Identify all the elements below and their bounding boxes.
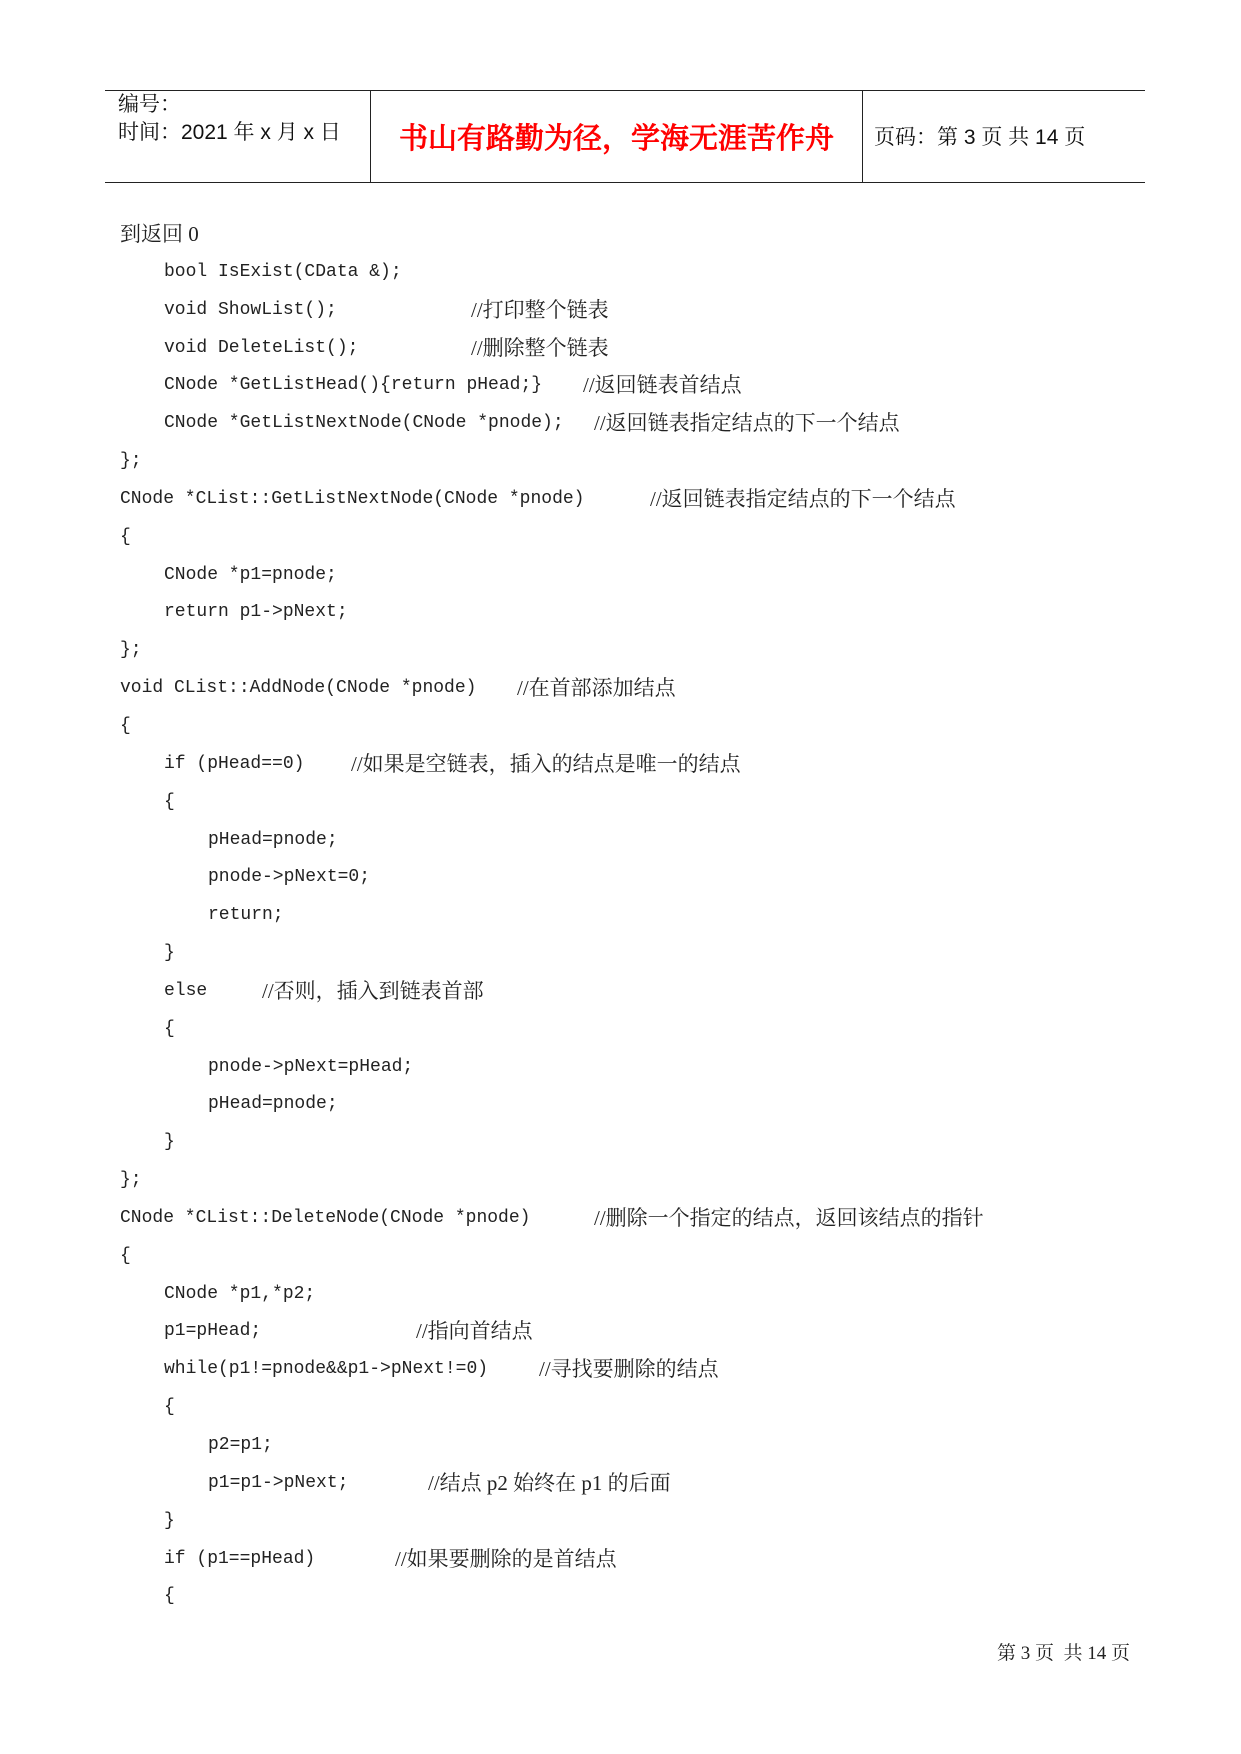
code-line: [0, 1276, 1241, 1314]
code-comment: //在首部添加结点: [517, 676, 676, 701]
code-line: [0, 1049, 1241, 1087]
code-text: pHead=pnode;: [208, 1094, 338, 1115]
code-comment: //删除整个链表: [471, 335, 609, 360]
code-line: [0, 784, 1241, 822]
code-comment: //如果要删除的是首结点: [395, 1546, 617, 1571]
code-text: else: [164, 980, 208, 1001]
header-page-label: 页码：第 3 页 共 14 页: [874, 126, 1086, 149]
code-line: [0, 1011, 1241, 1049]
code-line: [0, 1465, 1241, 1503]
code-line: [0, 1503, 1241, 1541]
code-text: }: [164, 1510, 175, 1531]
code-line: [0, 1124, 1241, 1162]
code-text: pnode->pNext=pHead;: [208, 1056, 414, 1077]
code-text: return;: [208, 905, 284, 926]
code-line: [0, 822, 1241, 860]
code-line: [0, 557, 1241, 595]
code-text: void DeleteList();: [164, 337, 359, 358]
code-line: [0, 897, 1241, 935]
code-comment: //返回链表指定结点的下一个结点: [594, 411, 900, 436]
code-line: [0, 708, 1241, 746]
code-text: CNode *p1,*p2;: [164, 1283, 316, 1304]
code-text: {: [120, 715, 131, 736]
footer-page-number: 第 3 页 共 14 页: [996, 1643, 1130, 1664]
code-text: };: [120, 640, 142, 661]
code-text: pHead=pnode;: [208, 829, 338, 850]
code-line: [0, 292, 1241, 330]
code-line: [0, 1162, 1241, 1200]
code-listing: [0, 216, 1241, 1616]
code-line: [0, 1427, 1241, 1465]
code-text: {: [164, 1586, 175, 1607]
code-line: [0, 1389, 1241, 1427]
code-text: };: [120, 1170, 142, 1191]
code-text: pnode->pNext=0;: [208, 867, 371, 888]
code-comment: //如果是空链表，插入的结点是唯一的结点: [351, 751, 741, 776]
code-line: [0, 1086, 1241, 1124]
code-text: if (pHead==0): [164, 753, 305, 774]
document-number-label: 编号：: [118, 93, 181, 116]
code-text: p2=p1;: [208, 1435, 273, 1455]
code-text: void CList::AddNode(CNode *pnode): [120, 678, 477, 699]
code-text: {: [164, 1397, 175, 1418]
code-line: [0, 367, 1241, 405]
code-line: [0, 1578, 1241, 1616]
code-line: [0, 481, 1241, 519]
code-line: [0, 935, 1241, 973]
code-line: [0, 670, 1241, 708]
code-line: [0, 973, 1241, 1011]
code-comment: //返回链表指定结点的下一个结点: [650, 486, 956, 511]
code-comment: //打印整个链表: [471, 297, 609, 322]
code-text: p1=pHead;: [164, 1321, 262, 1342]
code-line: [0, 1313, 1241, 1351]
code-line: [0, 594, 1241, 632]
code-line: [0, 443, 1241, 481]
code-line: [0, 859, 1241, 897]
code-line: [0, 216, 1241, 254]
code-line: [0, 1351, 1241, 1389]
code-text: {: [120, 1245, 131, 1266]
code-comment: //返回链表首结点: [583, 373, 742, 398]
code-comment: //指向首结点: [416, 1319, 533, 1344]
code-text: void ShowList();: [164, 299, 337, 320]
code-line: [0, 254, 1241, 292]
code-line: [0, 330, 1241, 368]
code-text: return p1->pNext;: [164, 602, 348, 623]
code-text: }: [164, 943, 175, 964]
code-text: CNode *CList::DeleteNode(CNode *pnode): [120, 1207, 531, 1228]
code-text: CNode *GetListHead(){return pHead;}: [164, 375, 543, 396]
code-comment: //寻找要删除的结点: [539, 1357, 719, 1382]
code-text: p1=p1->pNext;: [208, 1472, 349, 1493]
code-comment: //删除一个指定的结点，返回该结点的指针: [594, 1205, 984, 1230]
code-comment: //结点 p2 始终在 p1 的后面: [428, 1470, 671, 1495]
code-text: CNode *GetListNextNode(CNode *pnode);: [164, 413, 564, 434]
code-text: bool IsExist(CData &);: [164, 261, 402, 282]
document-time-label: 时间：2021 年 x 月 x 日: [118, 121, 341, 144]
header-motto: 书山有路勤为径，学海无涯苦作舟: [398, 123, 834, 155]
code-text: {: [164, 1018, 175, 1039]
code-comment: //否则，插入到链表首部: [262, 978, 484, 1003]
header-divider-right: [862, 90, 863, 183]
code-line: [0, 1541, 1241, 1579]
code-line: [0, 519, 1241, 557]
code-text: CNode *CList::GetListNextNode(CNode *pnode): [120, 488, 585, 509]
code-line: [0, 1200, 1241, 1238]
code-line: [0, 632, 1241, 670]
code-comment: 到返回 0: [120, 222, 199, 246]
code-text: {: [120, 526, 131, 547]
code-text: {: [164, 791, 175, 812]
code-text: };: [120, 451, 142, 472]
code-line: [0, 1238, 1241, 1276]
code-text: CNode *p1=pnode;: [164, 564, 337, 585]
code-text: if (p1==pHead): [164, 1548, 316, 1569]
code-text: while(p1!=pnode&&p1->pNext!=0): [164, 1359, 489, 1380]
code-text: }: [164, 1132, 175, 1153]
code-line: [0, 746, 1241, 784]
code-line: [0, 405, 1241, 443]
